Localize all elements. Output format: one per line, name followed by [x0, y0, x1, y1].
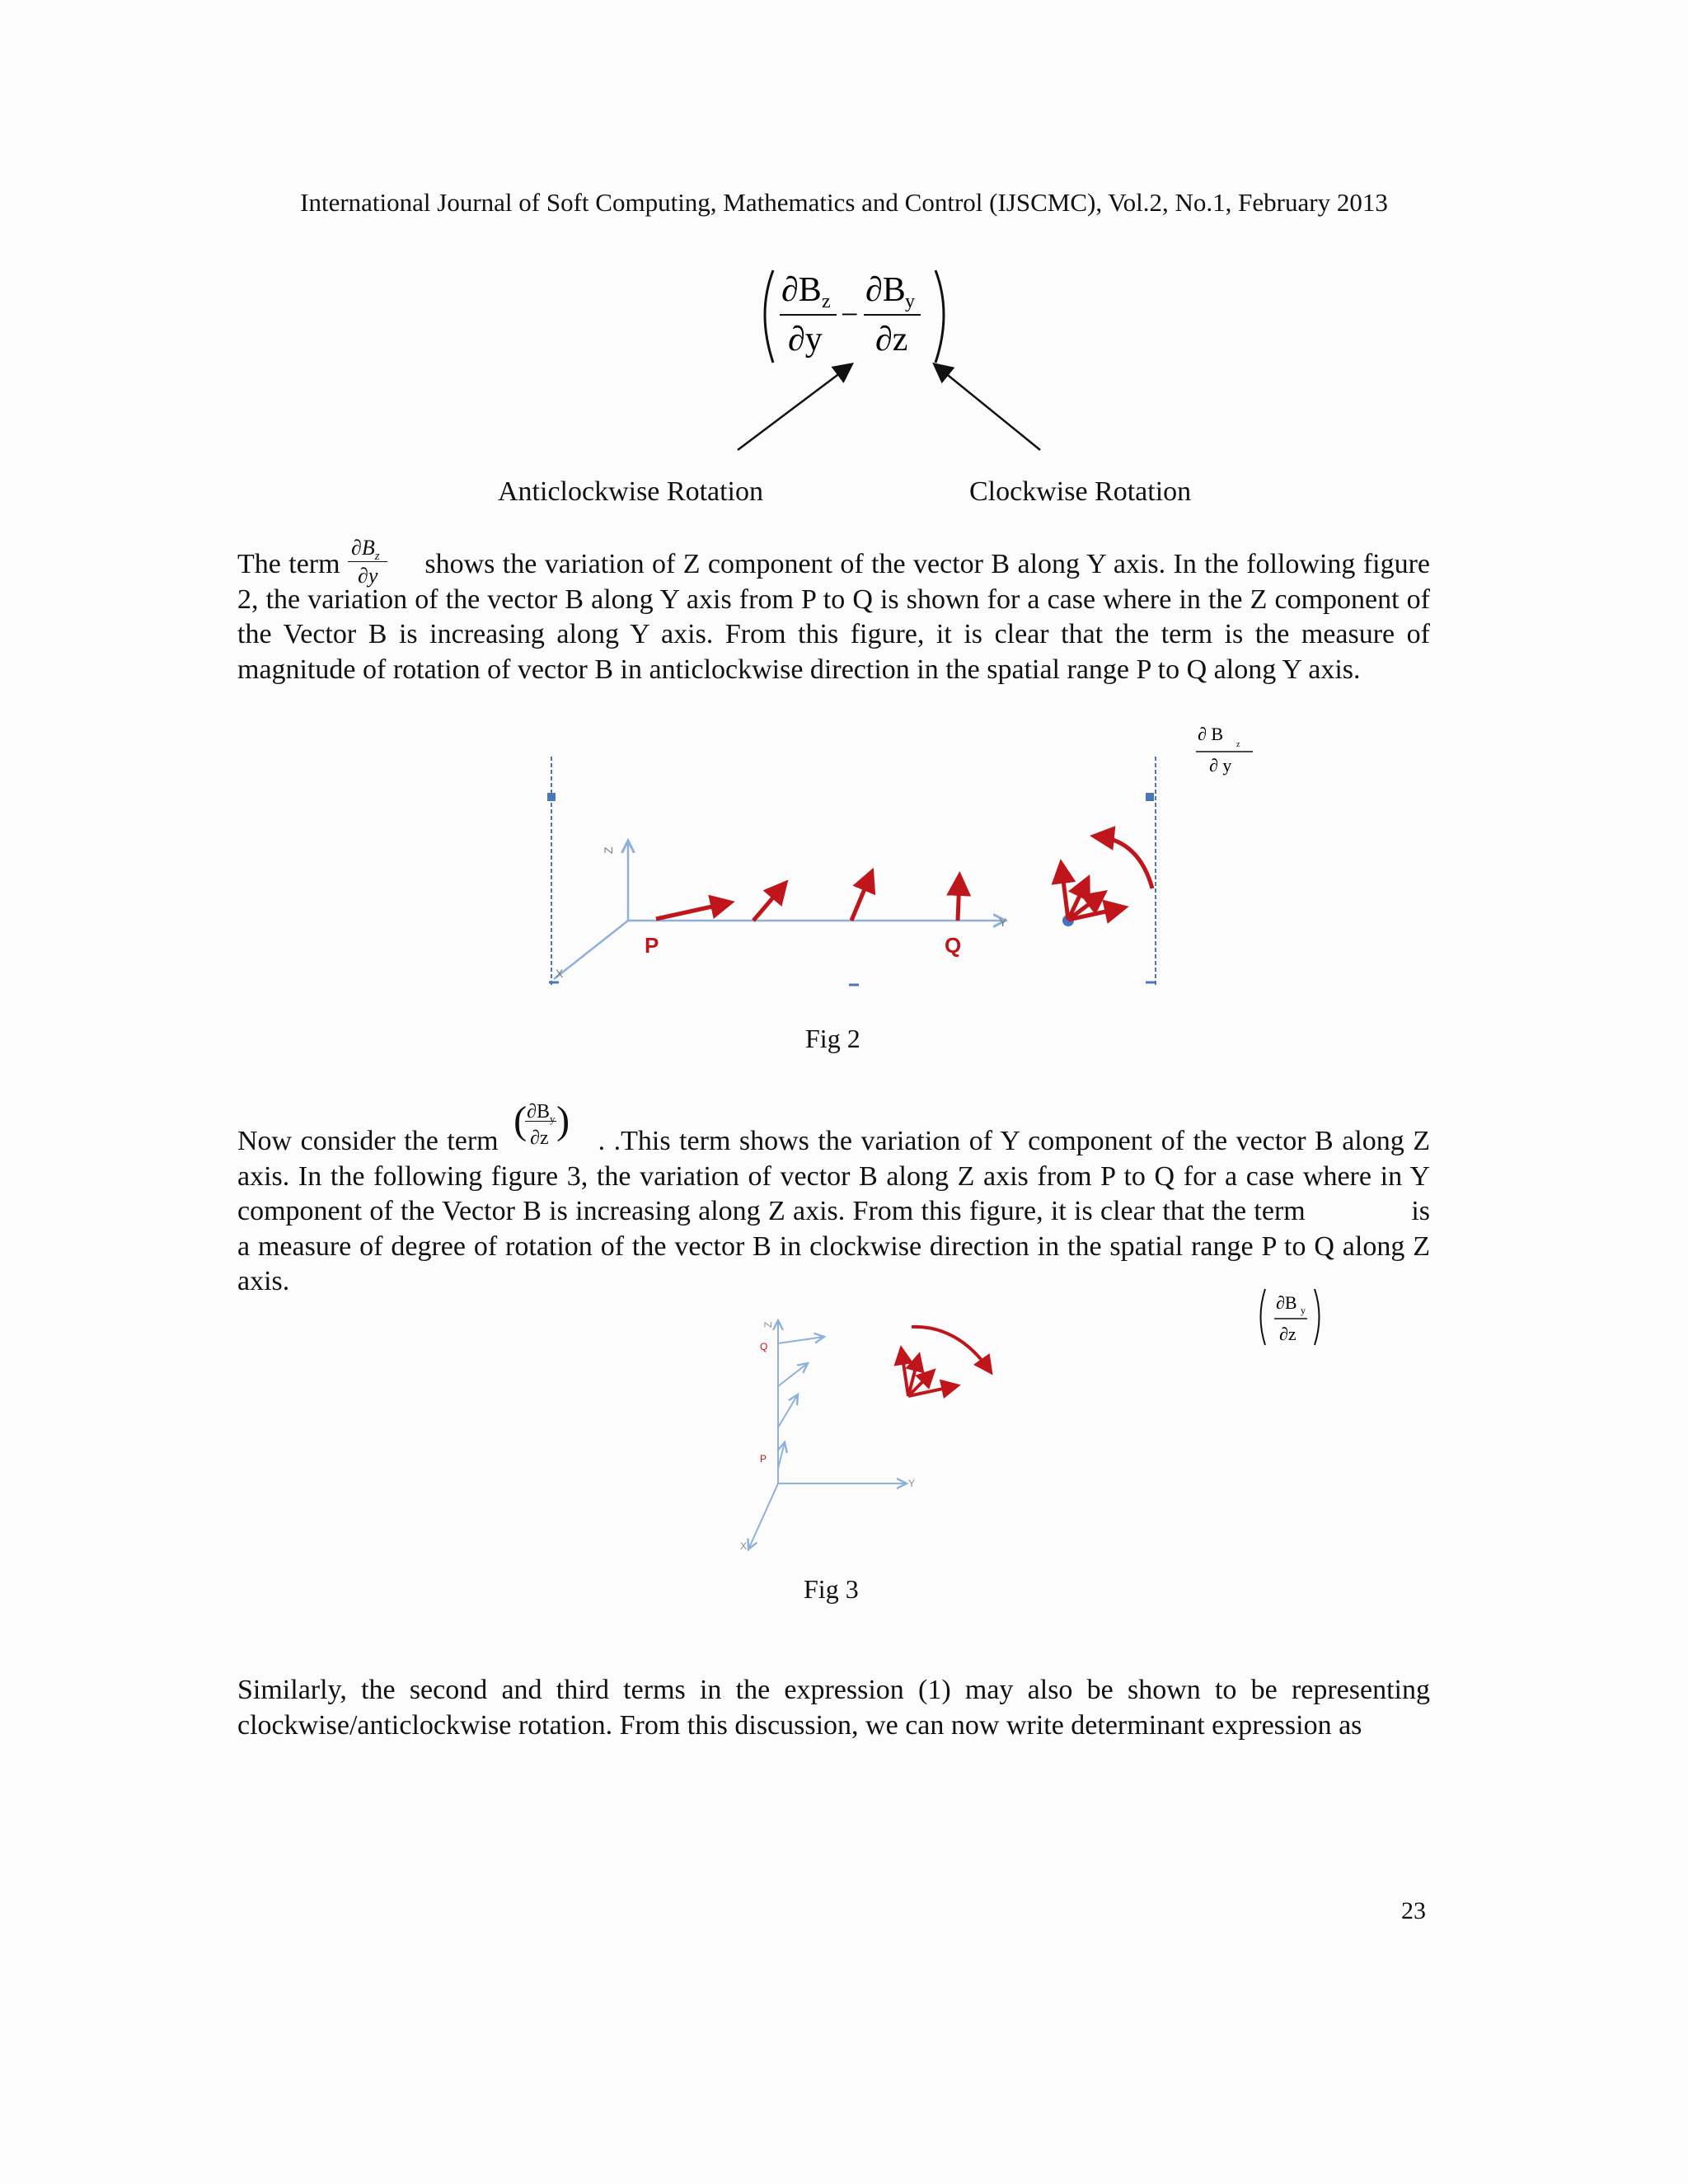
- svg-text:y: y: [1301, 1305, 1306, 1316]
- figure-2: [544, 750, 1170, 997]
- t1-den: ∂y: [788, 321, 823, 359]
- fig2-axis-y: Y: [999, 916, 1007, 929]
- paragraph-1: [237, 536, 1431, 687]
- t2-sub: y: [905, 291, 915, 312]
- para2-lead: Now consider the term: [237, 1126, 499, 1156]
- para2-body-2: is a measure of degree of rotation of the vector B in clockwise direction in the spatial range P to Q along Z axis.: [237, 1196, 1431, 1296]
- fig3-label-q: Q: [760, 1341, 768, 1352]
- fig2-label-p: P: [645, 933, 659, 958]
- svg-text:∂z: ∂z: [1279, 1324, 1296, 1344]
- page-number: 23: [1401, 1897, 1426, 1924]
- figure-3: [725, 1304, 1022, 1559]
- rotation-arrows: [717, 346, 1063, 462]
- fig2-axis-z: Z: [602, 846, 615, 854]
- fig3-axis-x: X: [740, 1540, 748, 1552]
- floating-fraction-1: [1191, 722, 1257, 780]
- t1-num: ∂B: [781, 271, 822, 309]
- para2-body-1: . .This term shows the variation of Y component of the vector B along Z axis. In the following figure 3, the variation of vector B along Z axis from P to Q for a case where in Y component of the Vector B is increasing along Z axis. From this figure, it is clear that the term: [237, 1126, 1430, 1226]
- t1-sub: z: [822, 291, 831, 312]
- svg-text:z: z: [1236, 740, 1240, 749]
- inline-fraction-dby-dz: ( ) $\partial B_y$ ∂z: [513, 1099, 570, 1149]
- svg-text:∂ y: ∂ y: [1209, 755, 1232, 776]
- journal-header: International Journal of Soft Computing, Mathematics and Control (IJSCMC), Vol.2, No.1, February 2013: [300, 188, 1388, 217]
- fig2-caption: Fig 2: [805, 1024, 860, 1053]
- fig3-axis-y: Y: [908, 1478, 916, 1489]
- paragraph-3: Similarly, the second and third terms in the expression (1) may also be shown to be representing clockwise/anticlockwise rotation. From this discussion, we can now write determinant expression as: [237, 1675, 1430, 1741]
- t2-num: ∂B: [865, 271, 906, 309]
- fig3-caption: Fig 3: [804, 1574, 859, 1604]
- paragraph-2: [237, 1099, 1431, 1300]
- para1-lead: The term: [237, 549, 340, 579]
- fig2-axis-x: X: [556, 967, 564, 980]
- floating-fraction-2: [1253, 1284, 1327, 1350]
- para1-body: shows the variation of Z component of the vector B along Y axis. In the following figure 2, the variation of the vector B along Y axis from P to Q is shown for a case where in the Z component of the Vector B is increasing along Y axis. From this figure, it is clear that the term is the measure of magnitude of rotation of vector B in anticlockwise direction in the spatial range P to Q along Y axis.: [237, 549, 1431, 685]
- svg-text:∂ B: ∂ B: [1198, 724, 1224, 744]
- fig3-axis-z: Z: [762, 1321, 774, 1328]
- anticlockwise-label: Anticlockwise Rotation: [498, 476, 764, 507]
- minus-sign: −: [841, 298, 859, 332]
- inline-fraction-dbz-dy: $\partial B_z$ ∂y: [348, 547, 394, 555]
- clockwise-label: Clockwise Rotation: [969, 476, 1192, 507]
- fig3-label-p: P: [760, 1453, 767, 1465]
- t2-den: ∂z: [875, 321, 908, 359]
- svg-text:∂B: ∂B: [1276, 1292, 1297, 1313]
- fig2-label-q: Q: [945, 933, 962, 958]
